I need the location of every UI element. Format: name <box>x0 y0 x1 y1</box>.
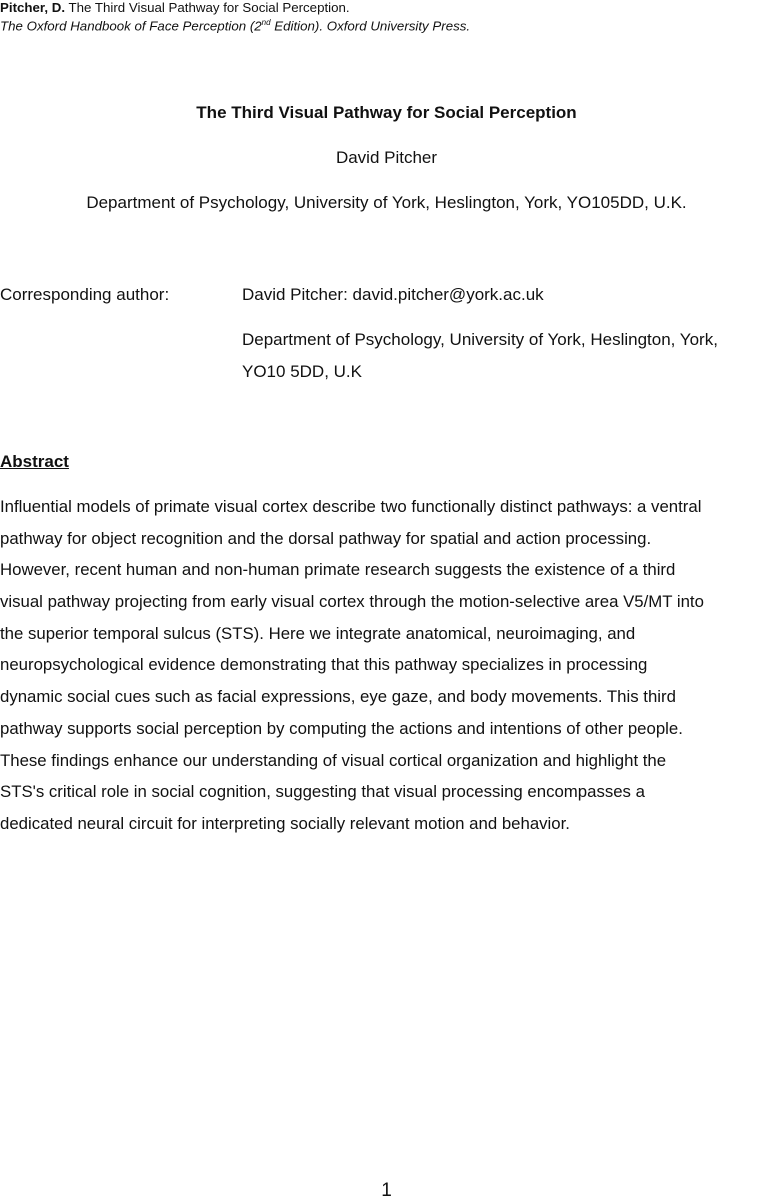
corresponding-label: Corresponding author: <box>0 285 170 304</box>
author-name: David Pitcher <box>335 148 438 167</box>
header-book-sup: nd <box>261 18 271 27</box>
header-title: The Third Visual Pathway for Social Perception. <box>68 0 350 15</box>
abstract-line: the superior temporal sulcus (STS). Here we integrate anatomical, neuroimaging, and <box>0 623 636 643</box>
abstract-line: pathway for object recognition and the dorsal pathway for spatial and action processing. <box>0 528 652 548</box>
abstract-body <box>0 491 704 840</box>
abstract-heading: Abstract <box>0 452 69 471</box>
abstract-line: These findings enhance our understanding of visual cortical organization and highlight the <box>0 750 667 770</box>
header-book-post: Edition). Oxford University Press. <box>270 18 471 34</box>
abstract-line: neuropsychological evidence demonstrating that this pathway specializes in processing <box>0 655 648 675</box>
corresponding-contact: David Pitcher: david.pitcher@york.ac.uk <box>242 285 544 304</box>
abstract-line: Influential models of primate visual cortex describe two functionally distinct pathways: a ventral <box>0 497 702 516</box>
abstract-line: dedicated neural circuit for interpreting socially relevant motion and behavior. <box>0 813 570 833</box>
abstract-line: dynamic social cues such as facial expressions, eye gaze, and body movements. This third <box>0 687 676 707</box>
abstract-line: pathway supports social perception by computing the actions and intentions of other people. <box>0 718 683 738</box>
header-book: The Oxford Handbook of Face Perception (2 <box>0 18 262 34</box>
abstract-line: visual pathway projecting from early visual cortex through the motion-selective area V5/MT into <box>0 592 704 612</box>
abstract-line: STS's critical role in social cognition, suggesting that visual processing encompasses a <box>0 782 645 802</box>
abstract-line: However, recent human and non-human primate research suggests the existence of a third <box>0 560 676 580</box>
page-number: 1 <box>381 1180 392 1201</box>
header-author: Pitcher, D. <box>0 0 66 15</box>
paper-title: The Third Visual Pathway for Social Perception <box>196 103 577 122</box>
corresponding-address-2: YO10 5DD, U.K <box>242 362 362 381</box>
affiliation: Department of Psychology, University of York, Heslington, York, YO105DD, U.K. <box>86 193 687 212</box>
running-header-line2 <box>0 15 470 33</box>
running-header-line1 <box>0 0 350 15</box>
corresponding-address-1: Department of Psychology, University of York, Heslington, York, <box>242 330 718 349</box>
